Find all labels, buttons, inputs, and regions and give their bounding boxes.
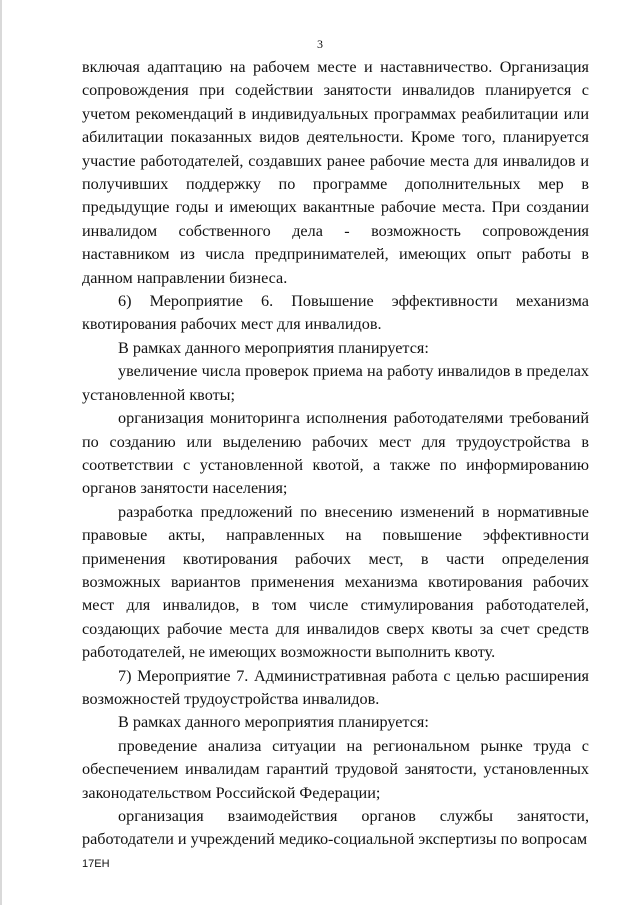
paragraph-measure-7-item-2: организация взаимодействия органов службы занятости, работодатели и учреждений медико-социальной экспертизы по вопросам bbox=[82, 807, 589, 849]
paragraph-measure-6-item-2: организация мониторинга исполнения работодателями требований по созданию или выделению рабочих мест для трудоустройства в соответствии с установленной квотой, а также по информированию органов занятости населения; bbox=[82, 409, 589, 498]
paragraph-measure-7-item-1: проведение анализа ситуации на региональном рынке труда с обеспечением инвалидам гарантий трудовой занятости, установленных законодательством Российской Федерации; bbox=[82, 736, 589, 802]
paragraph-measure-6-item-1: увеличение числа проверок приема на работу инвалидов в пределах установленной квоты; bbox=[82, 362, 589, 404]
paragraph-continuation: включая адаптацию на рабочем месте и наставничество. Организация сопровождения при содействии занятости инвалидов планируется с учетом рекомендаций в индивидуальных программах реабилитации или абилитации показанных видов деятельности. Кроме того, планируется участие работодателей, создавших ранее рабочие места для инвалидов и получивших поддержку по программе дополнительных мер в предыдущие годы и имеющих вакантные рабочие места. При создании инвалидом собственного дела - возможность сопровождения наставником из числа предпринимателей, имеющих опыт работы в данном направлении бизнеса. bbox=[82, 58, 589, 287]
footer-code: 17ЕН bbox=[82, 858, 110, 870]
paragraph-measure-6-item-3: разработка предложений по внесению изменений в нормативные правовые акты, направленных на повышение эффективности применения квотирования рабочих мест, в части определения возможных вариантов применения механизма квотирования рабочих мест для инвалидов, в том числе стимулирования работодателей, создающих рабочие места для инвалидов сверх квоты за счет средств работодателей, не имеющих возможности выполнить квоту. bbox=[82, 502, 589, 662]
paragraph-measure-6-title: 6) Мероприятие 6. Повышение эффективности механизма квотирования рабочих мест для инвалидов. bbox=[82, 292, 589, 334]
paragraph-measure-7-title: 7) Мероприятие 7. Административная работа с целью расширения возможностей трудоустройства инвалидов. bbox=[82, 666, 589, 708]
paragraph-measure-7-intro: В рамках данного мероприятия планируется: bbox=[118, 713, 429, 732]
paragraph-measure-6-intro: В рамках данного мероприятия планируется: bbox=[118, 338, 429, 357]
page-number: 3 bbox=[317, 37, 323, 51]
scan-edge bbox=[0, 0, 2, 905]
document-body bbox=[82, 56, 589, 852]
